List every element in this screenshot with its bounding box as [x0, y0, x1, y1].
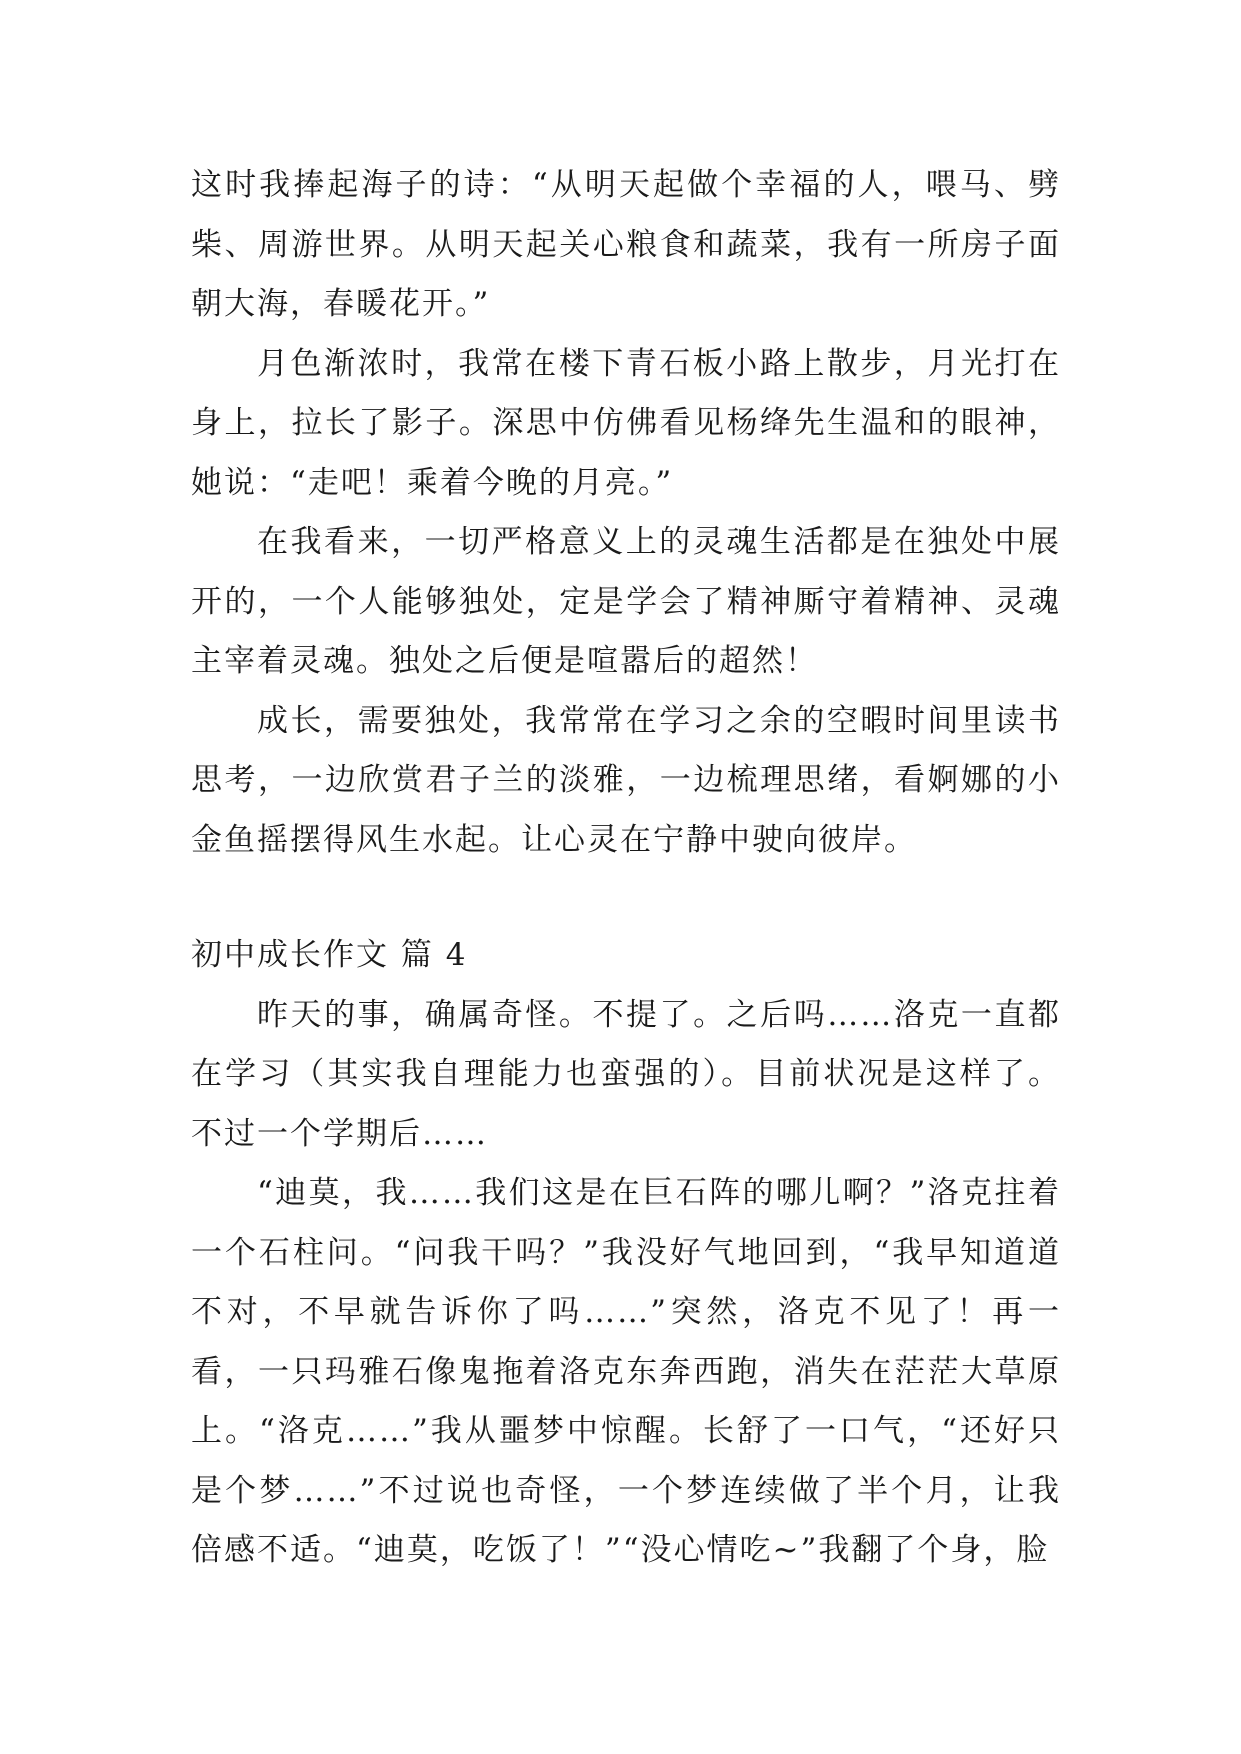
paragraph-strange-day: 昨天的事，确属奇怪。不提了。之后吗……洛克一直都在学习（其实我自理能力也蛮强的）。目前状况是这样了。不过一个学期后…… — [191, 996, 1061, 1152]
paragraph-poem-quote: 这时我捧起海子的诗：“从明天起做个幸福的人，喂马、劈柴、周游世界。从明天起关心粮食和蔬菜，我有一所房子面朝大海，春暖花开。” — [191, 167, 1061, 322]
paragraph-solitude: 在我看来，一切严格意义上的灵魂生活都是在独处中展开的，一个人能够独处，定是学会了精神厮守着精神、灵魂主宰着灵魂。独处之后便是喧嚣后的超然！ — [191, 524, 1061, 679]
document-body — [191, 156, 1061, 1581]
paragraph-moonlight-walk: 月色渐浓时，我常在楼下青石板小路上散步，月光打在身上，拉长了影子。深思中仿佛看见杨绛先生温和的眼神，她说：“走吧！乘着今晚的月亮。” — [191, 345, 1061, 501]
paragraph-nightmare: “迪莫，我……我们这是在巨石阵的哪儿啊？”洛克拄着一个石柱问。“问我干吗？”我没好气地回到，“我早知道道不对，不早就告诉你了吗……”突然，洛克不见了！再一看，一只玛雅石像鬼拖着洛克东奔西跑，消失在茫茫大草原上。“洛克……”我从噩梦中惊醒。长舒了一口气，“还好只是个梦……”不过说也奇怪，一个梦连续做了半个月，让我倍感不适。“迪莫，吃饭了！”“没心情吃~”我翻了个身，脸 — [191, 1175, 1061, 1568]
section-heading: 初中成长作文 篇 4 — [191, 937, 468, 973]
paragraph-growth-reading: 成长，需要独处，我常常在学习之余的空暇时间里读书思考，一边欣赏君子兰的淡雅，一边梳理思绪，看婀娜的小金鱼摇摆得风生水起。让心灵在宁静中驶向彼岸。 — [191, 702, 1061, 858]
section-spacer — [191, 870, 1061, 926]
